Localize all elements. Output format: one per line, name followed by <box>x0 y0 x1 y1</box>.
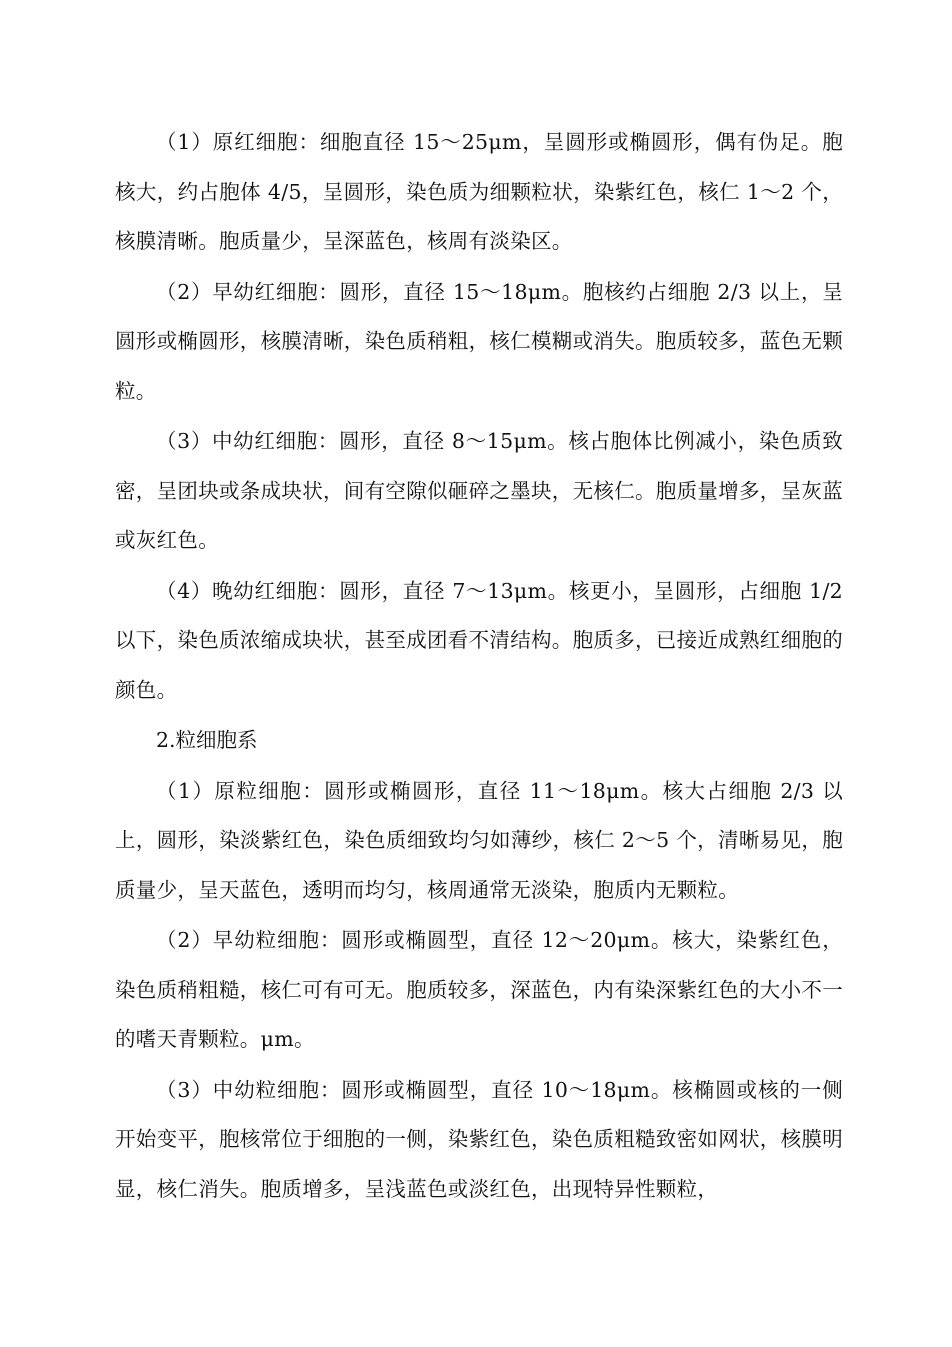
paragraph-polychromatic-erythroblast: （3）中幼红细胞：圆形，直径 8～15μm。核占胞体比例减小，染色质致密，呈团块或条成块状，间有空隙似砸碎之墨块，无核仁。胞质量增多，呈灰蓝或灰红色。 <box>115 429 843 552</box>
paragraph-proerythroblast: （1）原红细胞：细胞直径 15～25μm，呈圆形或椭圆形，偶有伪足。胞核大，约占胞体 4/5，呈圆形，染色质为细颗粒状，染紫红色，核仁 1～2 个，核膜清晰。胞质量少，呈深蓝色，核周有淡染区。 <box>115 130 843 253</box>
document-body <box>115 118 843 1215</box>
paragraph-myeloblast: （1）原粒细胞：圆形或椭圆形，直径 11～18μm。核大占细胞 2/3 以上，圆形，染淡紫红色，染色质细致均匀如薄纱，核仁 2～5 个，清晰易见，胞质量少，呈天蓝色，透明而均匀，核周通常无淡染，胞质内无颗粒。 <box>115 778 843 902</box>
paragraph-basophilic-erythroblast: （2）早幼红细胞：圆形，直径 15～18μm。胞核约占细胞 2/3 以上，呈圆形或椭圆形，核膜清晰，染色质稍粗，核仁模糊或消失。胞质较多，蓝色无颗粒。 <box>115 279 843 403</box>
section-heading-granulocyte: 2.粒细胞系 <box>156 728 258 752</box>
paragraph-promyelocyte: （2）早幼粒细胞：圆形或椭圆型，直径 12～20μm。核大，染紫红色，染色质稍粗糙，核仁可有可无。胞质较多，深蓝色，内有染深紫红色的大小不一的嗜天青颗粒。μm。 <box>115 928 843 1051</box>
paragraph-myelocyte: （3）中幼粒细胞：圆形或椭圆型，直径 10～18μm。核椭圆或核的一侧开始变平，胞核常位于细胞的一侧，染紫红色，染色质粗糙致密如网状，核膜明显，核仁消失。胞质增多，呈浅蓝色或淡红色，出现特异性颗粒， <box>115 1077 843 1201</box>
paragraph-orthochromatic-erythroblast: （4）晚幼红细胞：圆形，直径 7～13μm。核更小，呈圆形，占细胞 1/2 以下，染色质浓缩成块状，甚至成团看不清结构。胞质多，已接近成熟红细胞的颜色。 <box>115 578 843 702</box>
